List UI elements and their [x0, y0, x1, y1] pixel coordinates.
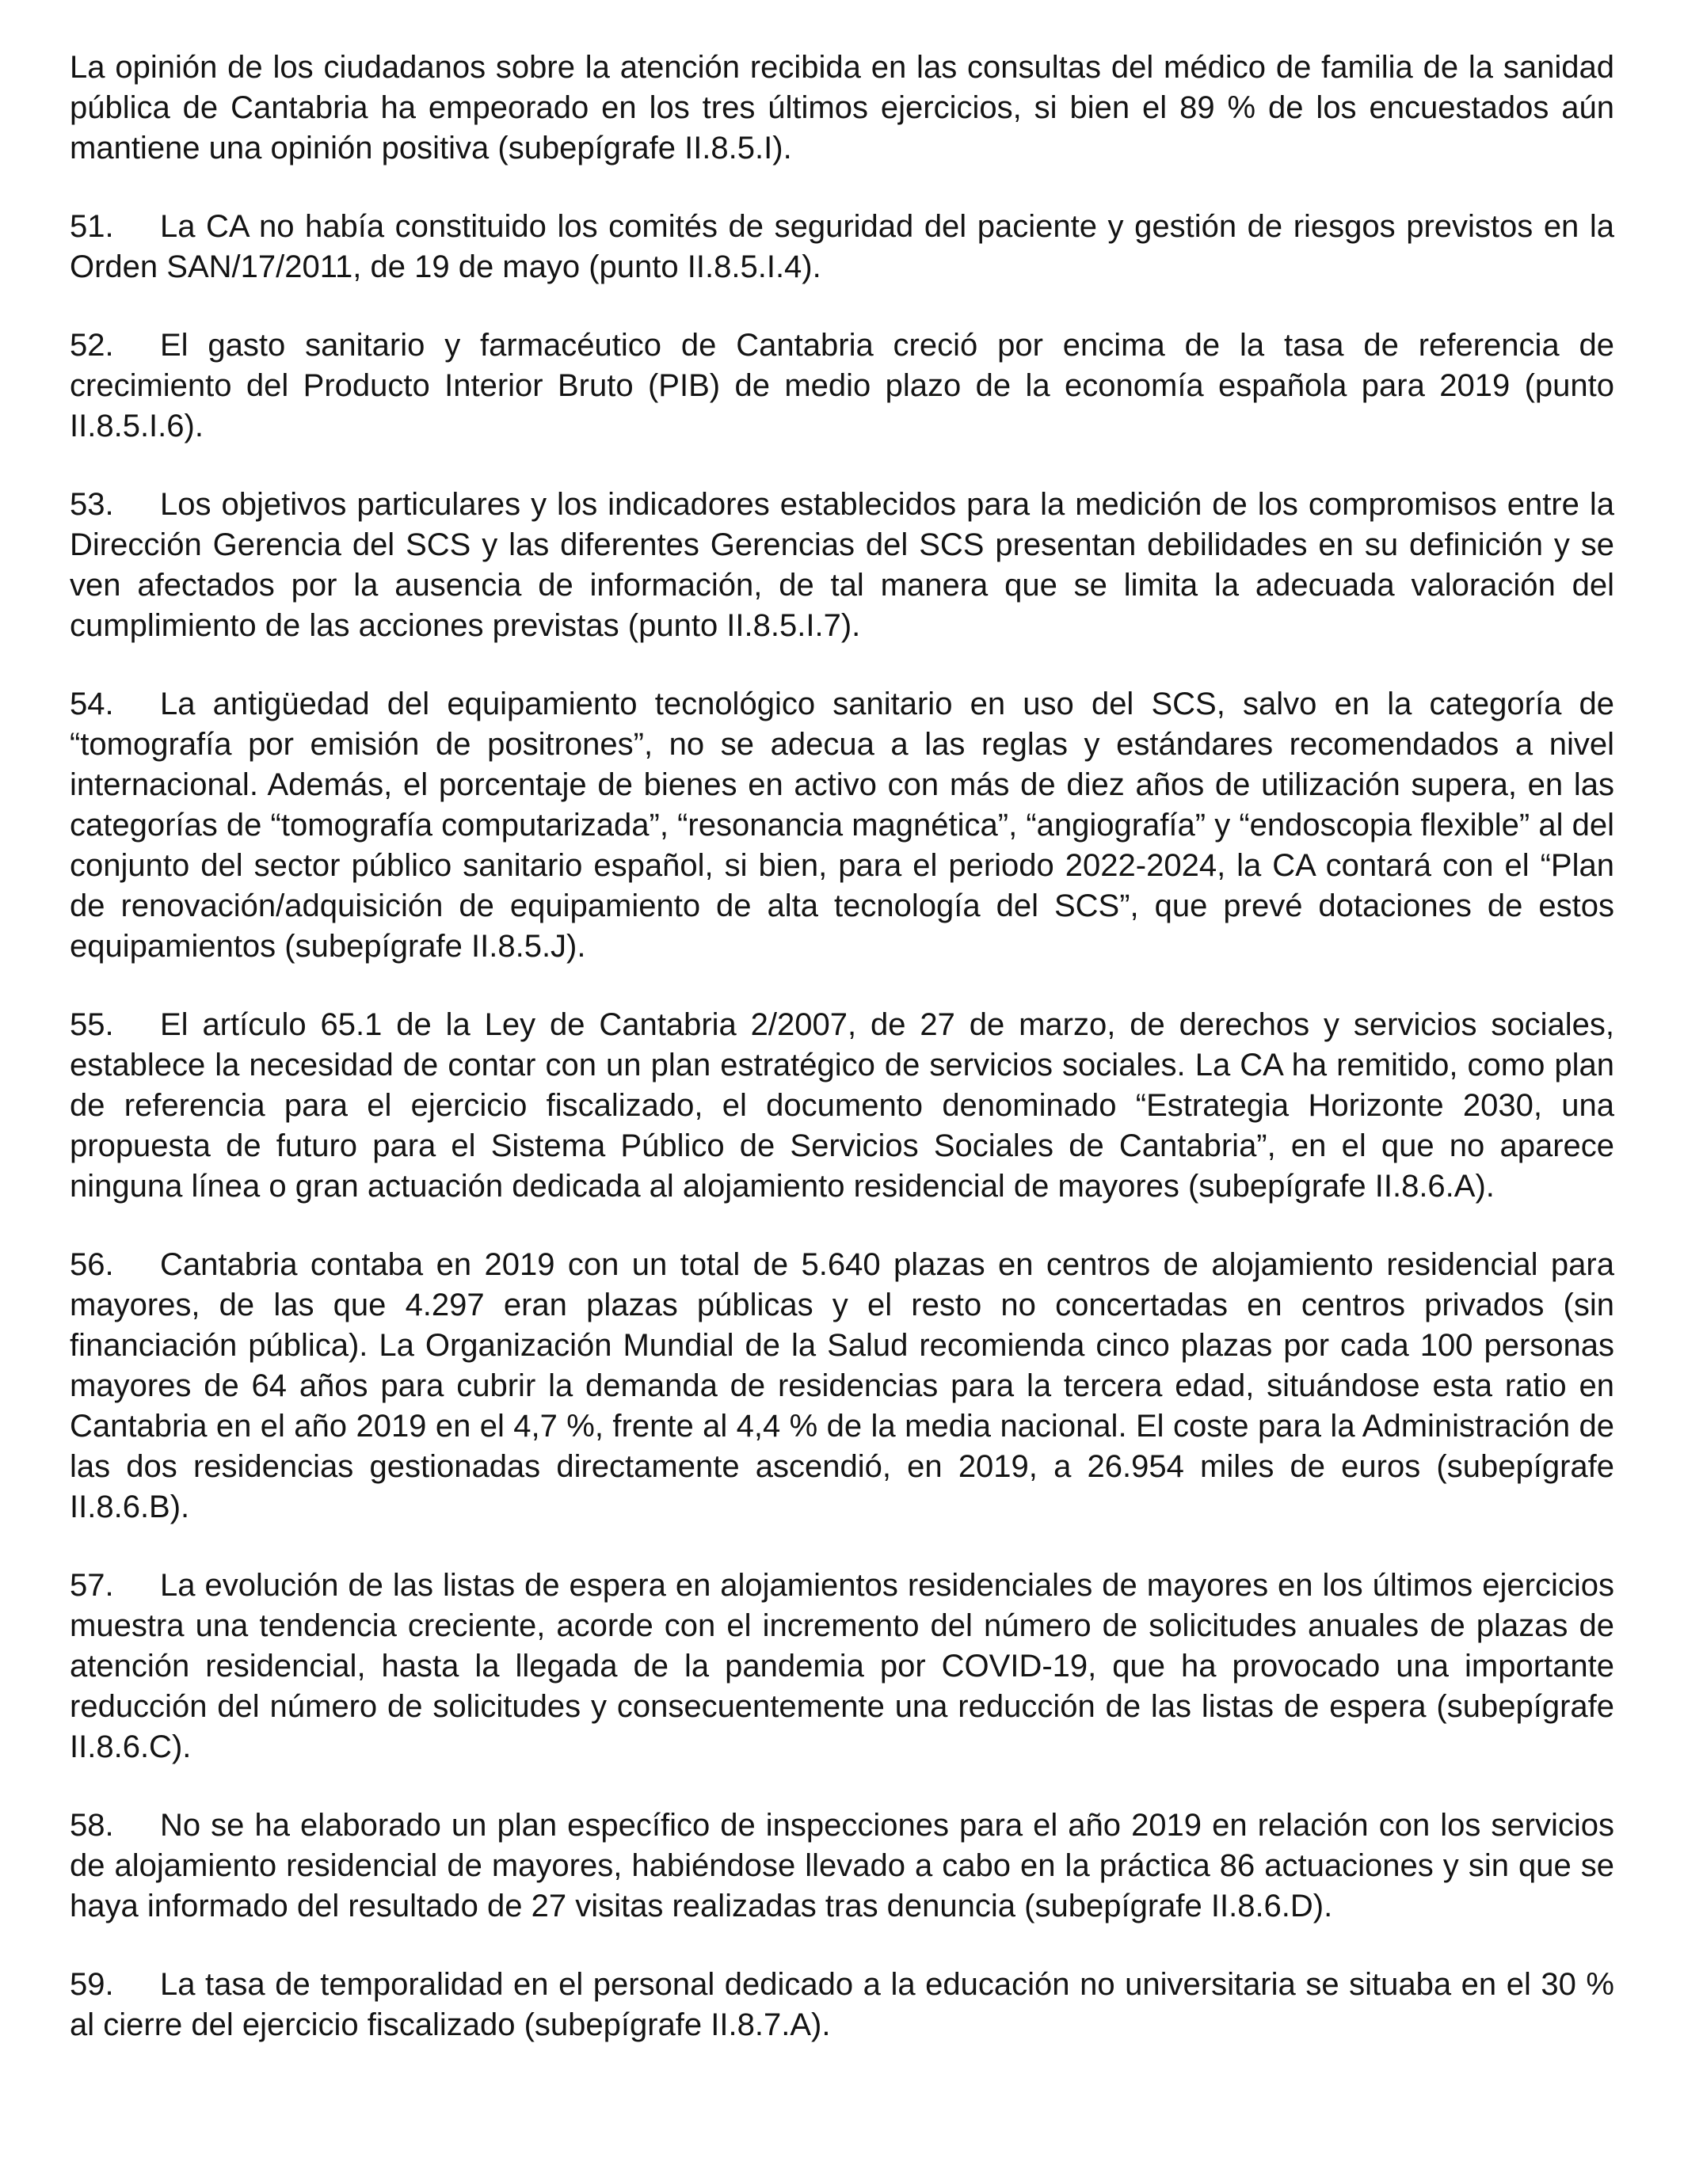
paragraph-number: 54. — [70, 687, 114, 721]
paragraph-number: 56. — [70, 1247, 114, 1282]
numbered-paragraph — [70, 1005, 1614, 1207]
numbered-paragraph — [70, 1965, 1614, 2045]
paragraph-text: El artículo 65.1 de la Ley de Cantabria 2/2007, de 27 de marzo, de derechos y servicios sociales, establece la necesidad de contar con un plan estratégico de servicios sociales. La CA ha remitido, como plan de referencia para el ejercicio fiscalizado, el documento denominado “Estrategia Horizonte 2030, una propuesta de futuro para el Sistema Público de Servicios Sociales de Cantabria”, en el que no aparece ninguna línea o gran actuación dedicada al alojamiento residencial de mayores (subepígrafe II.8.6.A). — [70, 1007, 1614, 1204]
paragraph-text: El gasto sanitario y farmacéutico de Cantabria creció por encima de la tasa de referencia de crecimiento del Producto Interior Bruto (PIB) de medio plazo de la economía española para 2019 (punto II.8.5.I.6). — [70, 328, 1614, 443]
numbered-paragraph — [70, 1245, 1614, 1528]
numbered-paragraph — [70, 1805, 1614, 1927]
numbered-paragraph — [70, 684, 1614, 967]
paragraph-text: La CA no había constituido los comités de seguridad del paciente y gestión de riesgos previstos en la Orden SAN/17/2011, de 19 de mayo (punto II.8.5.I.4). — [70, 209, 1614, 284]
paragraph-number: 53. — [70, 487, 114, 522]
document-page — [70, 48, 1614, 2045]
intro-paragraph: La opinión de los ciudadanos sobre la atención recibida en las consultas del médico de familia de la sanidad pública de Cantabria ha empeorado en los tres últimos ejercicios, si bien el 89 % de los encuestados aún mantiene una opinión positiva (subepígrafe II.8.5.I). — [70, 50, 1614, 166]
numbered-paragraph — [70, 1566, 1614, 1767]
paragraph-text: No se ha elaborado un plan específico de inspecciones para el año 2019 en relación con los servicios de alojamiento residencial de mayores, habiéndose llevado a cabo en la práctica 86 actuaciones y sin que se haya informado del resultado de 27 visitas realizadas tras denuncia (subepígrafe II.8.6.D). — [70, 1808, 1614, 1923]
paragraph-number: 59. — [70, 1967, 114, 2002]
paragraph-number: 55. — [70, 1007, 114, 1042]
paragraph-number: 51. — [70, 209, 114, 244]
paragraph-number: 57. — [70, 1568, 114, 1603]
paragraph-text: Los objetivos particulares y los indicadores establecidos para la medición de los compromisos entre la Dirección Gerencia del SCS y las diferentes Gerencias del SCS presentan debilidades en su definición y se ven afectados por la ausencia de información, de tal manera que se limita la adecuada valoración del cumplimiento de las acciones previstas (punto II.8.5.I.7). — [70, 487, 1614, 643]
numbered-paragraph — [70, 485, 1614, 646]
paragraph-text: La tasa de temporalidad en el personal dedicado a la educación no universitaria se situaba en el 30 % al cierre del ejercicio fiscalizado (subepígrafe II.8.7.A). — [70, 1967, 1614, 2042]
paragraph-text: Cantabria contaba en 2019 con un total de 5.640 plazas en centros de alojamiento residencial para mayores, de las que 4.297 eran plazas públicas y el resto no concertadas en centros privados (sin financiación pública). La Organización Mundial de la Salud recomienda cinco plazas por cada 100 personas mayores de 64 años para cubrir la demanda de residencias para la tercera edad, situándose esta ratio en Cantabria en el año 2019 en el 4,7 %, frente al 4,4 % de la media nacional. El coste para la Administración de las dos residencias gestionadas directamente ascendió, en 2019, a 26.954 miles de euros (subepígrafe II.8.6.B). — [70, 1247, 1614, 1524]
numbered-paragraph — [70, 207, 1614, 287]
paragraph-number: 58. — [70, 1808, 114, 1843]
paragraph-text: La antigüedad del equipamiento tecnológico sanitario en uso del SCS, salvo en la categoría de “tomografía por emisión de positrones”, no se adecua a las reglas y estándares recomendados a nivel internacional. Además, el porcentaje de bienes en activo con más de diez años de utilización supera, en las categorías de “tomografía computarizada”, “resonancia magnética”, “angiografía” y “endoscopia flexible” al del conjunto del sector público sanitario español, si bien, para el periodo 2022-2024, la CA contará con el “Plan de renovación/adquisición de equipamiento de alta tecnología del SCS”, que prevé dotaciones de estos equipamientos (subepígrafe II.8.5.J). — [70, 687, 1614, 964]
paragraph-text: La evolución de las listas de espera en alojamientos residenciales de mayores en los últimos ejercicios muestra una tendencia creciente, acorde con el incremento del número de solicitudes anuales de plazas de atención residencial, hasta la llegada de la pandemia por COVID-19, que ha provocado una importante reducción del número de solicitudes y consecuentemente una reducción de las listas de espera (subepígrafe II.8.6.C). — [70, 1568, 1614, 1764]
paragraph-number: 52. — [70, 328, 114, 363]
numbered-paragraph — [70, 325, 1614, 447]
